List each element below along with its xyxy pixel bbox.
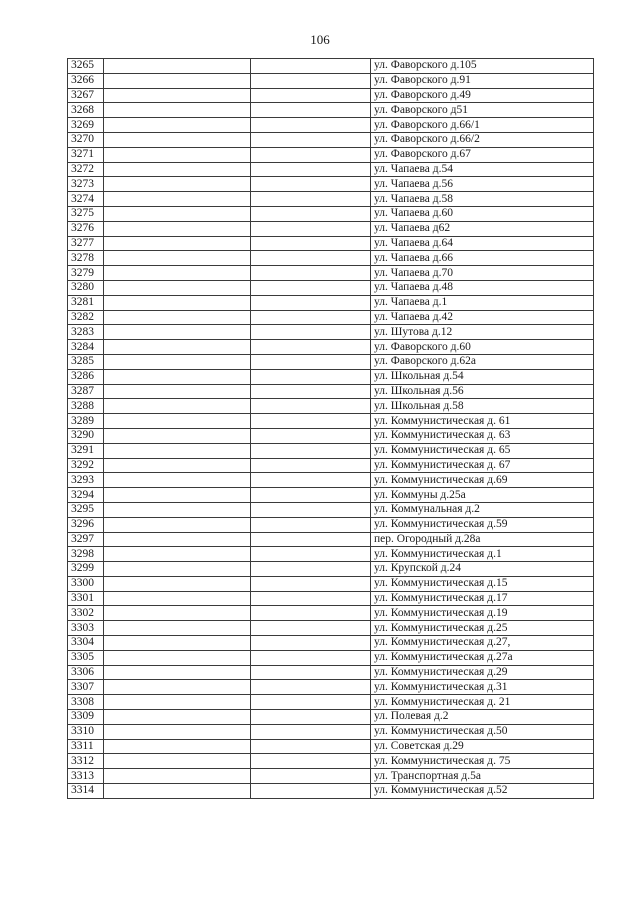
table-row [68,236,594,251]
address-table [67,58,594,799]
row-number: 3282 [68,310,104,325]
address-cell: ул. Чапаева д.70 [371,266,594,281]
empty-cell [251,88,371,103]
empty-cell [251,724,371,739]
empty-cell [251,591,371,606]
table-row [68,443,594,458]
row-number: 3285 [68,354,104,369]
empty-cell [251,576,371,591]
empty-cell [251,251,371,266]
empty-cell [251,399,371,414]
empty-cell [251,769,371,784]
empty-cell [251,532,371,547]
empty-cell [251,118,371,133]
table-row [68,502,594,517]
row-number: 3267 [68,88,104,103]
table-row [68,769,594,784]
empty-cell [251,295,371,310]
table-row [68,724,594,739]
empty-cell [104,280,251,295]
row-number: 3297 [68,532,104,547]
row-number: 3300 [68,576,104,591]
address-cell: ул. Коммунистическая д.17 [371,591,594,606]
row-number: 3283 [68,325,104,340]
table-row [68,665,594,680]
row-number: 3276 [68,221,104,236]
row-number: 3295 [68,502,104,517]
row-number: 3294 [68,488,104,503]
address-cell: ул. Коммунистическая д. 67 [371,458,594,473]
empty-cell [251,650,371,665]
page-number: 106 [310,32,330,47]
empty-cell [251,177,371,192]
empty-cell [104,606,251,621]
empty-cell [251,147,371,162]
address-cell: ул. Коммунистическая д.52 [371,784,594,799]
row-number: 3270 [68,132,104,147]
table-row [68,280,594,295]
empty-cell [251,562,371,577]
row-number: 3293 [68,473,104,488]
address-table-body [68,59,594,799]
address-cell: ул. Коммунистическая д.27, [371,636,594,651]
empty-cell [251,103,371,118]
address-cell: ул. Коммунистическая д.31 [371,680,594,695]
table-row [68,428,594,443]
table-row [68,680,594,695]
address-cell: ул. Коммунистическая д.59 [371,517,594,532]
empty-cell [104,517,251,532]
empty-cell [251,221,371,236]
table-row [68,384,594,399]
row-number: 3308 [68,695,104,710]
table-row [68,73,594,88]
row-number: 3296 [68,517,104,532]
row-number: 3274 [68,192,104,207]
table-row [68,59,594,74]
empty-cell [251,428,371,443]
empty-cell [104,562,251,577]
empty-cell [104,295,251,310]
table-row [68,606,594,621]
row-number: 3281 [68,295,104,310]
row-number: 3292 [68,458,104,473]
empty-cell [104,310,251,325]
row-number: 3302 [68,606,104,621]
row-number: 3290 [68,428,104,443]
empty-cell [104,591,251,606]
table-row [68,103,594,118]
empty-cell [104,384,251,399]
table-row [68,591,594,606]
empty-cell [251,132,371,147]
row-number: 3313 [68,769,104,784]
empty-cell [104,147,251,162]
empty-cell [104,739,251,754]
empty-cell [104,665,251,680]
empty-cell [251,59,371,74]
empty-cell [104,236,251,251]
empty-cell [104,73,251,88]
empty-cell [104,443,251,458]
empty-cell [251,325,371,340]
address-cell: ул. Коммунистическая д.50 [371,724,594,739]
address-cell: ул. Коммунистическая д.15 [371,576,594,591]
table-row [68,162,594,177]
empty-cell [104,473,251,488]
address-cell: ул. Фаворского д.66/1 [371,118,594,133]
table-row [68,192,594,207]
row-number: 3306 [68,665,104,680]
table-row [68,576,594,591]
empty-cell [104,103,251,118]
address-cell: ул. Крупской д.24 [371,562,594,577]
address-cell: ул. Коммунистическая д.25 [371,621,594,636]
address-cell: ул. Коммунистическая д.27а [371,650,594,665]
table-row [68,695,594,710]
empty-cell [104,428,251,443]
empty-cell [251,414,371,429]
row-number: 3312 [68,754,104,769]
address-cell: ул. Школьная д.54 [371,369,594,384]
address-cell: ул. Коммунальная д.2 [371,502,594,517]
empty-cell [104,769,251,784]
row-number: 3273 [68,177,104,192]
address-cell: ул. Фаворского д.67 [371,147,594,162]
address-cell: ул. Чапаева д.66 [371,251,594,266]
row-number: 3305 [68,650,104,665]
address-cell: ул. Коммунистическая д.29 [371,665,594,680]
empty-cell [251,354,371,369]
table-row [68,650,594,665]
empty-cell [104,784,251,799]
empty-cell [251,710,371,725]
address-cell: ул. Школьная д.58 [371,399,594,414]
row-number: 3307 [68,680,104,695]
table-row [68,266,594,281]
empty-cell [251,606,371,621]
table-row [68,636,594,651]
empty-cell [104,754,251,769]
address-cell: ул. Школьная д.56 [371,384,594,399]
empty-cell [251,695,371,710]
row-number: 3286 [68,369,104,384]
table-row [68,132,594,147]
empty-cell [251,384,371,399]
row-number: 3309 [68,710,104,725]
address-cell: ул. Коммунистическая д. 63 [371,428,594,443]
table-row [68,340,594,355]
empty-cell [104,502,251,517]
address-cell: ул. Коммунистическая д.69 [371,473,594,488]
address-cell: ул. Коммунистическая д. 75 [371,754,594,769]
empty-cell [251,680,371,695]
empty-cell [251,547,371,562]
empty-cell [104,576,251,591]
address-cell: ул. Чапаева д.60 [371,206,594,221]
row-number: 3272 [68,162,104,177]
empty-cell [251,488,371,503]
row-number: 3304 [68,636,104,651]
table-row [68,118,594,133]
address-cell: ул. Коммунистическая д. 61 [371,414,594,429]
table-row [68,310,594,325]
row-number: 3278 [68,251,104,266]
empty-cell [104,458,251,473]
empty-cell [104,369,251,384]
empty-cell [251,739,371,754]
table-row [68,399,594,414]
row-number: 3299 [68,562,104,577]
empty-cell [251,517,371,532]
empty-cell [251,162,371,177]
empty-cell [104,636,251,651]
empty-cell [251,73,371,88]
address-cell: ул. Чапаева д.42 [371,310,594,325]
empty-cell [251,340,371,355]
empty-cell [104,532,251,547]
table-row [68,739,594,754]
table-row [68,621,594,636]
table-row [68,754,594,769]
table-row [68,369,594,384]
row-number: 3303 [68,621,104,636]
address-cell: пер. Огородный д.28а [371,532,594,547]
row-number: 3310 [68,724,104,739]
empty-cell [251,754,371,769]
table-row [68,710,594,725]
table-row [68,784,594,799]
empty-cell [251,502,371,517]
empty-cell [104,132,251,147]
table-row [68,532,594,547]
table-row [68,517,594,532]
empty-cell [104,695,251,710]
address-cell: ул. Советская д.29 [371,739,594,754]
table-row [68,206,594,221]
address-cell: ул. Коммунистическая д. 65 [371,443,594,458]
row-number: 3268 [68,103,104,118]
table-row [68,251,594,266]
address-cell: ул. Коммуны д.25а [371,488,594,503]
address-cell: ул. Фаворского д.49 [371,88,594,103]
row-number: 3269 [68,118,104,133]
row-number: 3280 [68,280,104,295]
row-number: 3314 [68,784,104,799]
row-number: 3291 [68,443,104,458]
empty-cell [104,399,251,414]
row-number: 3284 [68,340,104,355]
table-row [68,488,594,503]
empty-cell [251,443,371,458]
table-row [68,562,594,577]
empty-cell [251,206,371,221]
address-cell: ул. Фаворского д.66/2 [371,132,594,147]
address-cell: ул. Фаворского д.105 [371,59,594,74]
address-cell: ул. Чапаева д.1 [371,295,594,310]
empty-cell [251,192,371,207]
table-row [68,354,594,369]
empty-cell [251,310,371,325]
address-cell: ул. Шутова д.12 [371,325,594,340]
address-cell: ул. Транспортная д.5а [371,769,594,784]
empty-cell [251,280,371,295]
row-number: 3301 [68,591,104,606]
address-cell: ул. Полевая д.2 [371,710,594,725]
row-number: 3266 [68,73,104,88]
empty-cell [251,636,371,651]
empty-cell [251,458,371,473]
empty-cell [251,784,371,799]
address-cell: ул. Чапаева д.58 [371,192,594,207]
table-row [68,295,594,310]
empty-cell [104,266,251,281]
row-number: 3279 [68,266,104,281]
empty-cell [251,369,371,384]
row-number: 3289 [68,414,104,429]
row-number: 3271 [68,147,104,162]
empty-cell [251,473,371,488]
address-cell: ул. Чапаева д.54 [371,162,594,177]
table-row [68,547,594,562]
empty-cell [104,650,251,665]
empty-cell [104,710,251,725]
empty-cell [104,621,251,636]
empty-cell [104,59,251,74]
address-cell: ул. Коммунистическая д.1 [371,547,594,562]
table-row [68,414,594,429]
address-cell: ул. Фаворского д.91 [371,73,594,88]
empty-cell [104,118,251,133]
address-cell: ул. Коммунистическая д.19 [371,606,594,621]
empty-cell [251,236,371,251]
empty-cell [104,340,251,355]
address-cell: ул. Фаворского д.62а [371,354,594,369]
empty-cell [251,665,371,680]
empty-cell [104,414,251,429]
table-row [68,473,594,488]
empty-cell [104,251,251,266]
empty-cell [104,547,251,562]
table-row [68,147,594,162]
table-row [68,177,594,192]
empty-cell [251,621,371,636]
table-row [68,221,594,236]
address-cell: ул. Чапаева д.64 [371,236,594,251]
empty-cell [104,325,251,340]
empty-cell [104,221,251,236]
table-row [68,325,594,340]
row-number: 3277 [68,236,104,251]
empty-cell [104,354,251,369]
address-cell: ул. Коммунистическая д. 21 [371,695,594,710]
empty-cell [104,206,251,221]
empty-cell [104,192,251,207]
table-row [68,458,594,473]
empty-cell [104,162,251,177]
table-row [68,88,594,103]
row-number: 3298 [68,547,104,562]
empty-cell [104,177,251,192]
empty-cell [104,488,251,503]
empty-cell [104,724,251,739]
row-number: 3311 [68,739,104,754]
address-cell: ул. Чапаева д.56 [371,177,594,192]
address-cell: ул. Фаворского д51 [371,103,594,118]
row-number: 3287 [68,384,104,399]
row-number: 3265 [68,59,104,74]
address-cell: ул. Чапаева д.48 [371,280,594,295]
row-number: 3288 [68,399,104,414]
empty-cell [251,266,371,281]
empty-cell [104,88,251,103]
row-number: 3275 [68,206,104,221]
address-cell: ул. Чапаева д62 [371,221,594,236]
empty-cell [104,680,251,695]
address-cell: ул. Фаворского д.60 [371,340,594,355]
